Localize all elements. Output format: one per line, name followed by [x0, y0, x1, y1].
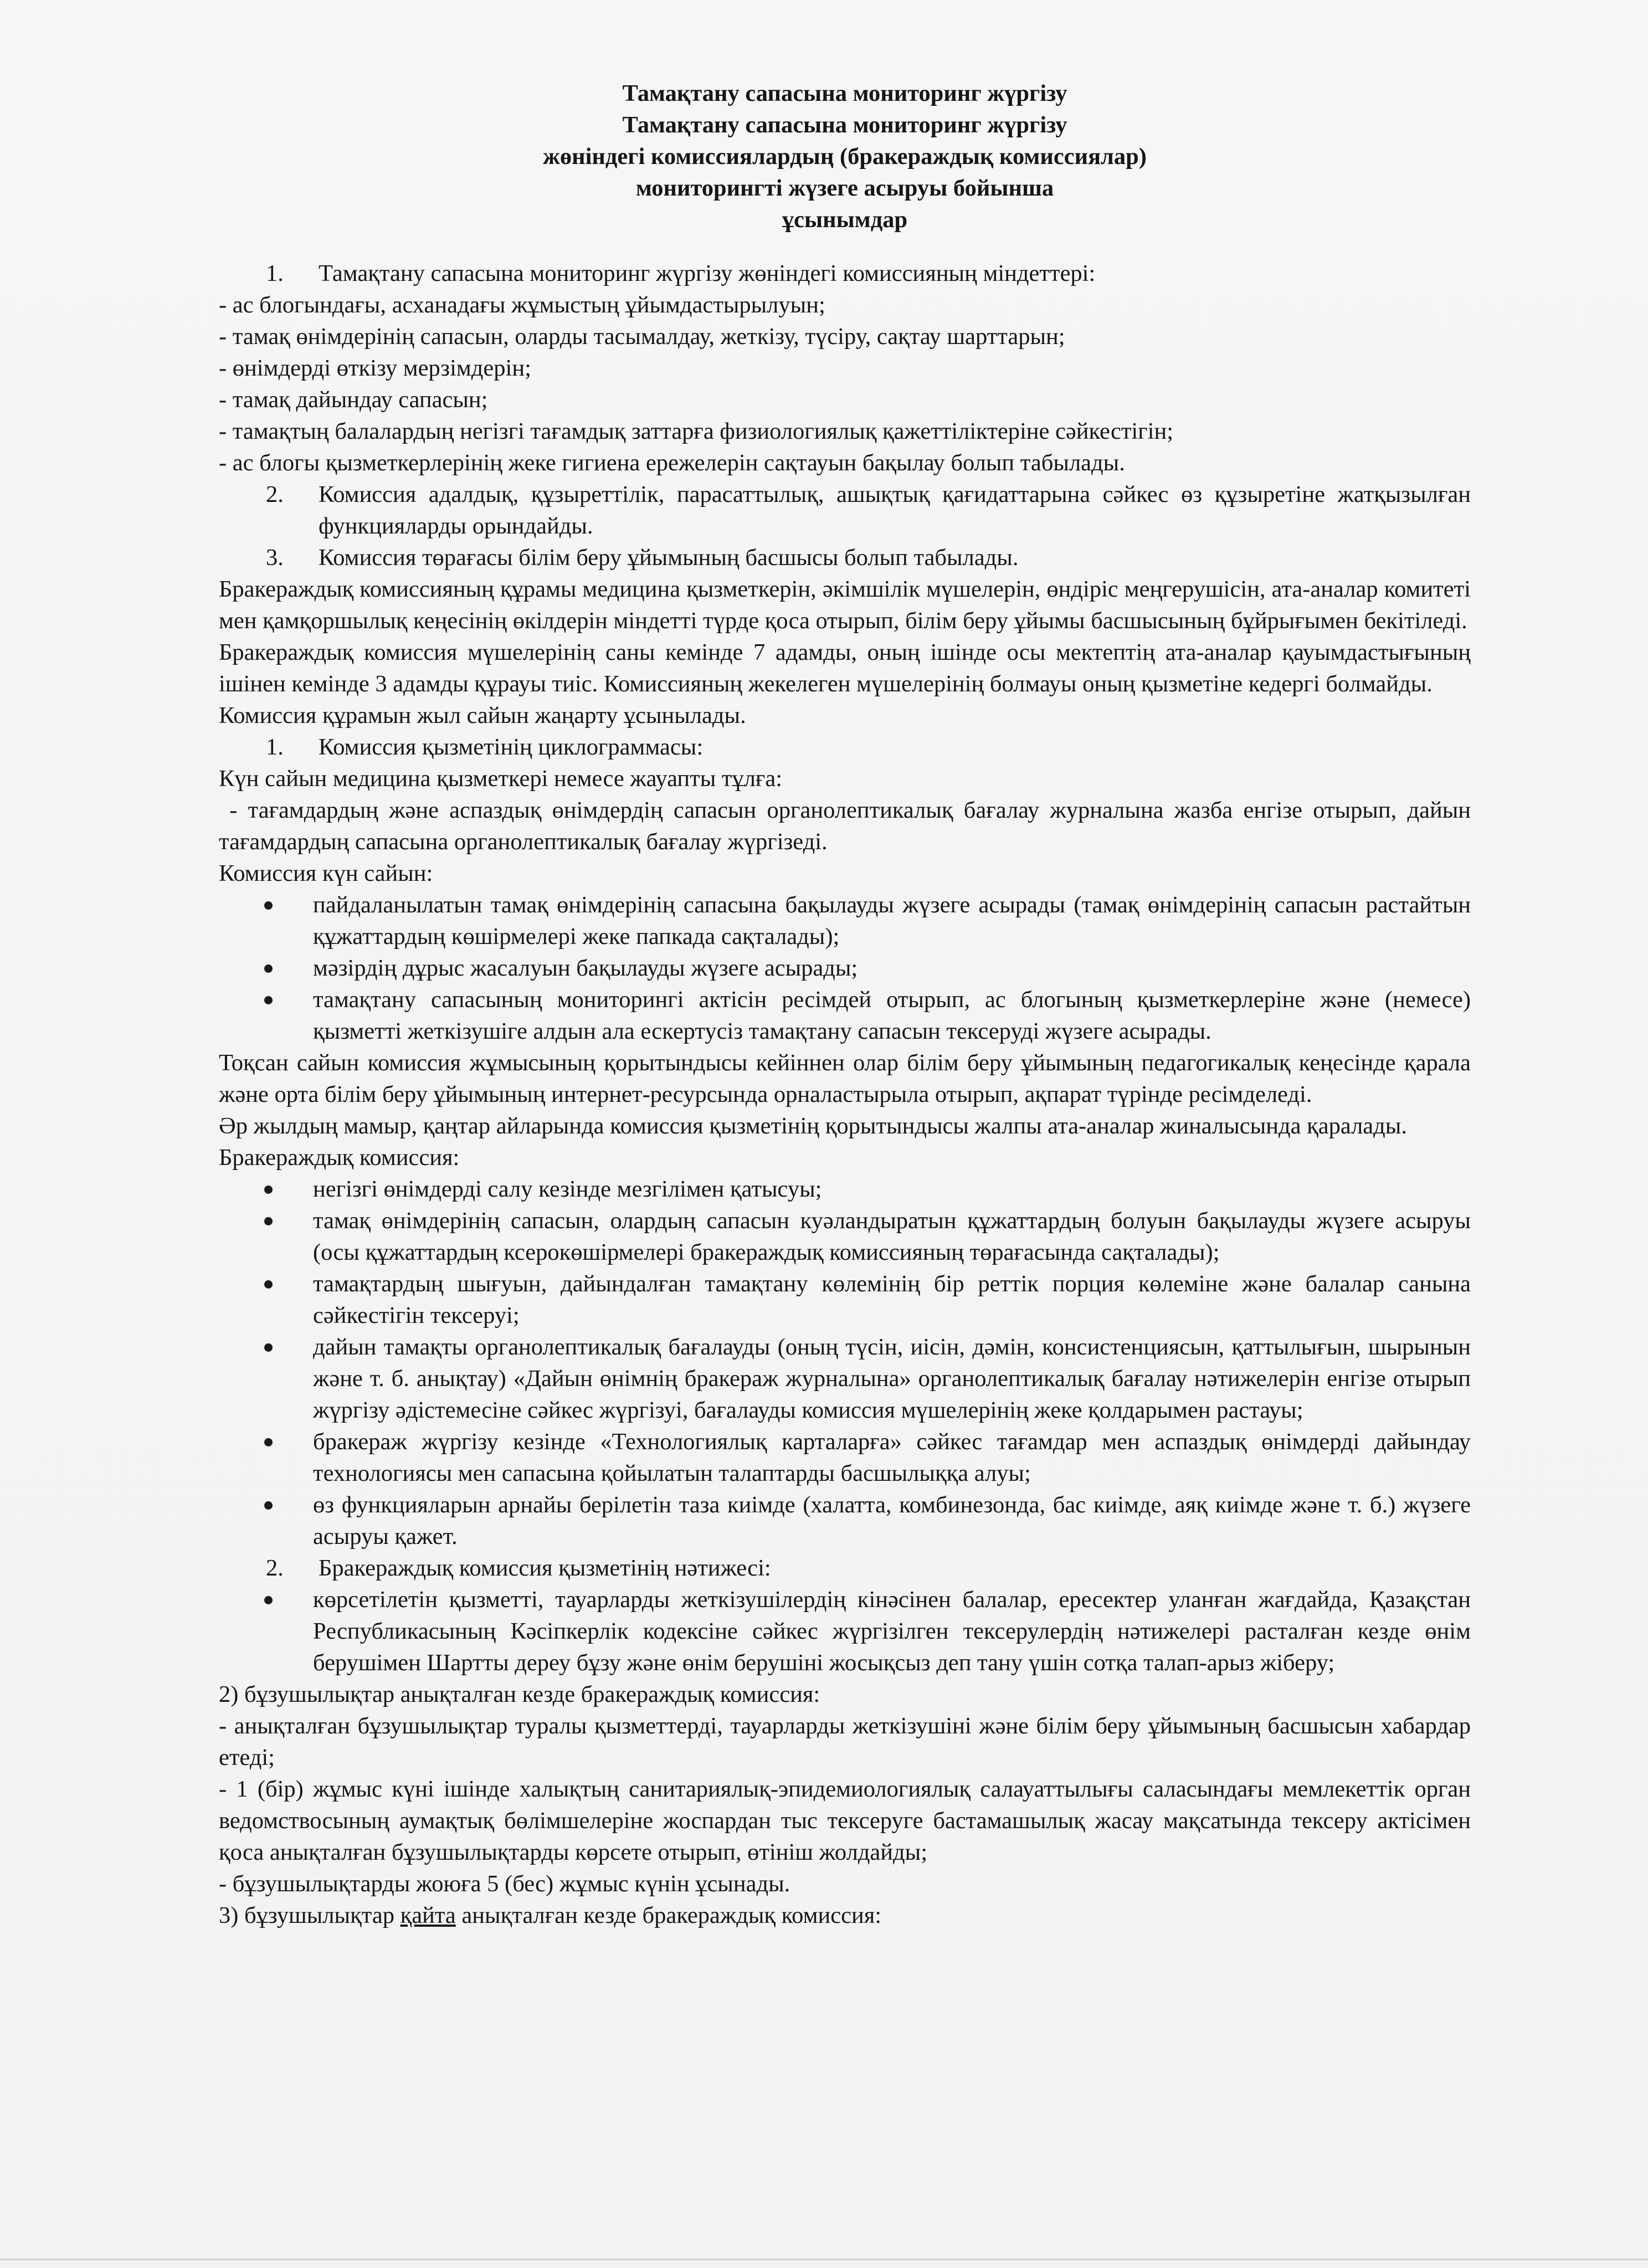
item-text: Тамақтану сапасына мониторинг жүргізу жөніндегі комиссияның міндеттері: — [319, 260, 1096, 286]
list-item-text: тамақ өнімдерінің сапасын, олардың сапасын куәландыратын құжаттардың болуын бақылауды жүзеге асыруы (осы құжаттардың ксерокөшірмелері бракераждық комиссияның төрағасында сақталады); — [313, 1208, 1471, 1265]
list-item — [219, 1331, 1471, 1426]
violation-3-underlined: қайта — [400, 1902, 456, 1928]
bullet-icon — [264, 1438, 273, 1446]
item-text: Комиссия қызметінің циклограммасы: — [319, 734, 704, 760]
numbered-item-principles — [219, 479, 1471, 542]
item-number: 2. — [266, 481, 284, 507]
item-number: 1. — [266, 260, 284, 286]
violation-3-prefix: 3) бұзушылықтар — [219, 1902, 401, 1928]
title-line-3: жөніндегі комиссиялардың (бракераждық комиссиялар) — [543, 143, 1147, 170]
numbered-item-chair — [219, 542, 1471, 573]
bullet-icon — [264, 901, 273, 910]
list-item-text: мәзірдің дұрыс жасалуын бақылауды жүзеге асырады; — [313, 955, 858, 981]
item-text: Комиссия төрағасы білім беру ұйымының басшысы болып табылады. — [319, 545, 1019, 571]
paragraph-yearly: Әр жылдың мамыр, қаңтар айларында комиссия қызметінің қорытындысы жалпы ата-аналар жиналысында қаралады. — [219, 1113, 1407, 1139]
brak-bullet-list — [219, 1173, 1471, 1552]
scan-edge-line — [0, 2259, 1648, 2260]
list-item — [219, 1268, 1471, 1331]
list-item — [219, 984, 1471, 1047]
bullet-icon — [264, 1596, 273, 1604]
list-item-text: дайын тамақты органолептикалық бағалауды (оның түсін, иісін, дәмін, консистенциясын, қаттылығын, шырынын және т. б. анықтау) «Дайын өнімнің бракераж журналына» органолептикалық бағалау нәтижелерін енгізе отырып жүргізу әдістемесіне сәйкес жүргізуі, бағалауды комиссия мүшелерінің жеке қолдарымен растауы; — [313, 1334, 1471, 1423]
list-item-text: тамақтардың шығуын, дайындалған тамақтану көлемінің бір реттік порция көлеміне және балалар санына сәйкестігін тексеруі; — [313, 1271, 1471, 1328]
bullet-icon — [264, 1217, 273, 1225]
list-item — [219, 1426, 1471, 1489]
violation-line: - анықталған бұзушылықтар туралы қызметтерді, тауарларды жеткізушіні және білім беру ұйымының басшысын хабардар етеді; — [219, 1713, 1471, 1771]
document-content — [219, 78, 1477, 1931]
list-item — [219, 1205, 1471, 1268]
bullet-icon — [264, 996, 273, 1004]
paragraph-daily-med: Күн сайын медицина қызметкері немесе жауапты тұлға: — [219, 766, 783, 792]
item-text: Бракераждық комиссия қызметінің нәтижесі: — [319, 1555, 771, 1581]
duty-line: - ас блогы қызметкерлерінің жеке гигиена ережелерін сақтауын бақылау болып табылады. — [219, 450, 1125, 476]
list-item-text: бракераж жүргізу кезінде «Технологиялық карталарға» сәйкес тағамдар мен аспаздық өнімдерді дайындау технологиясы мен сапасына қойылатын талаптарды басшылыққа алуы; — [313, 1429, 1471, 1486]
title-line-4: мониторингті жүзеге асыруы бойынша — [635, 175, 1054, 201]
item-number: 2. — [266, 1555, 284, 1581]
paragraph-brak: Бракераждық комиссия: — [219, 1145, 460, 1171]
item-number: 3. — [266, 545, 284, 571]
bullet-icon — [264, 964, 273, 973]
item-text: Комиссия адалдық, құзыреттілік, парасаттылық, ашықтық қағидаттарына сәйкес өз құзыретіне жатқызылған функцияларды орындайды. — [319, 481, 1471, 539]
paragraph-daily-med-text: - тағамдардың және аспаздық өнімдердің сапасын органолептикалық бағалау журналына жазба енгізе отырып, дайын тағамдардың сапасына органолептикалық бағалау жүргізеді. — [219, 797, 1477, 855]
list-item — [219, 952, 1471, 984]
paragraph-quarterly: Тоқсан сайын комиссия жұмысының қорытындысы кейіннен олар білім беру ұйымының педагогикалық кеңесінде қарала және орта білім беру ұйымының интернет-ресурсында орналастырыла отырып, ақпарат түрінде ресімделеді. — [219, 1050, 1471, 1107]
bullet-icon — [264, 1186, 273, 1194]
result-bullet-list — [219, 1584, 1471, 1679]
document-title — [219, 78, 1471, 235]
paragraph-members: Бракераждық комиссия мүшелерінің саны кемінде 7 адамды, оның ішінде осы мектептің ата-аналар қауымдастығының ішінен кемінде 3 адамды құрауы тиіс. Комиссияның жекелеген мүшелерінің болмауы оның қызметіне кедергі болмайды. — [219, 639, 1471, 697]
numbered-item-duties — [219, 258, 1471, 289]
paragraph-update: Комиссия құрамын жыл сайын жаңарту ұсынылады. — [219, 702, 746, 728]
list-item — [219, 1489, 1471, 1552]
list-item — [219, 889, 1471, 952]
list-item — [219, 1173, 1471, 1205]
violation-line: - 1 (бір) жұмыс күні ішінде халықтың санитариялық-эпидемиологиялық салауаттылығы саласындағы мемлекеттік орган ведомствосының аумақтық бөлімшелеріне жоспардан тыс тексеруге бастамашылық жасау мақсатында тексеру актісімен қоса анықталған бұзушылықтарды көрсете отырып, өтініш жолдайды; — [219, 1776, 1471, 1865]
numbered-item-result — [219, 1552, 1471, 1584]
title-line-5: ұсынымдар — [782, 207, 908, 233]
duty-line: - өнімдерді өткізу мерзімдерін; — [219, 355, 531, 381]
title-line-2: Тамақтану сапасына мониторинг жүргізу — [622, 112, 1067, 138]
duty-line: - тамақтың балалардың негізгі тағамдық заттарға физиологиялық қажеттіліктеріне сәйкестігін; — [219, 418, 1174, 444]
violation-line: - бұзушылықтарды жоюға 5 (бес) жұмыс күнін ұсынады. — [219, 1871, 790, 1897]
bullet-icon — [264, 1280, 273, 1289]
item-number: 1. — [266, 734, 284, 760]
duty-line: - ас блогындағы, асханадағы жұмыстың ұйымдастырылуын; — [219, 292, 825, 318]
bullet-icon — [264, 1343, 273, 1352]
list-item — [219, 1584, 1471, 1679]
paragraph-violation-3 — [219, 1900, 1471, 1931]
title-line-1: Тамақтану сапасына мониторинг жүргізу — [622, 80, 1067, 106]
paragraph-daily-comm: Комиссия күн сайын: — [219, 860, 433, 886]
paragraph-violation-2-head: 2) бұзушылықтар анықталған кезде бракераждық комиссия: — [219, 1681, 820, 1707]
daily-bullet-list — [219, 889, 1471, 1047]
list-item-text: пайдаланылатын тамақ өнімдерінің сапасына бақылауды жүзеге асырады (тамақ өнімдерінің сапасын растайтын құжаттардың көшірмелері жеке папкада сақталады); — [313, 892, 1471, 950]
numbered-item-cyclogram — [219, 731, 1471, 763]
duty-line: - тамақ дайындау сапасын; — [219, 387, 488, 413]
bullet-icon — [264, 1501, 273, 1510]
list-item-text: тамақтану сапасының мониторингі актісін ресімдей отырып, ас блогының қызметкерлеріне және (немесе) қызметті жеткізушіге алдын ала ескертусіз тамақтану сапасын тексеруді жүзеге асырады. — [313, 987, 1471, 1044]
paragraph-composition: Бракераждық комиссияның құрамы медицина қызметкерін, әкімшілік мүшелерін, өндіріс меңгерушісін, ата-аналар комитеті мен қамқоршылық кеңесінің өкілдерін міндетті түрде қоса отырып, білім беру ұйымы басшысының бұйрығымен бекітіледі. — [219, 576, 1471, 634]
violation-3-suffix: анықталған кезде бракераждық комиссия: — [455, 1902, 882, 1928]
duty-line: - тамақ өнімдерінің сапасын, оларды тасымалдау, жеткізу, түсіру, сақтау шарттарын; — [219, 324, 1065, 350]
list-item-text: негізгі өнімдерді салу кезінде мезгілімен қатысуы; — [313, 1176, 822, 1202]
list-item-text: өз функцияларын арнайы берілетін таза киімде (халатта, комбинезонда, бас киімде, аяқ киімде және т. б.) жүзеге асыруы қажет. — [313, 1492, 1471, 1549]
list-item-text: көрсетілетін қызметті, тауарларды жеткізушілердің кінәсінен балалар, ересектер уланған жағдайда, Қазақстан Республикасының Кәсіпкерлік кодексіне сәйкес жүргізілген тексерулердің нәтижелері расталған кезде өнім берушімен Шартты дереу бұзу және өнім берушіні жосықсыз деп тану үшін сотқа талап-арыз жіберу; — [313, 1587, 1471, 1676]
